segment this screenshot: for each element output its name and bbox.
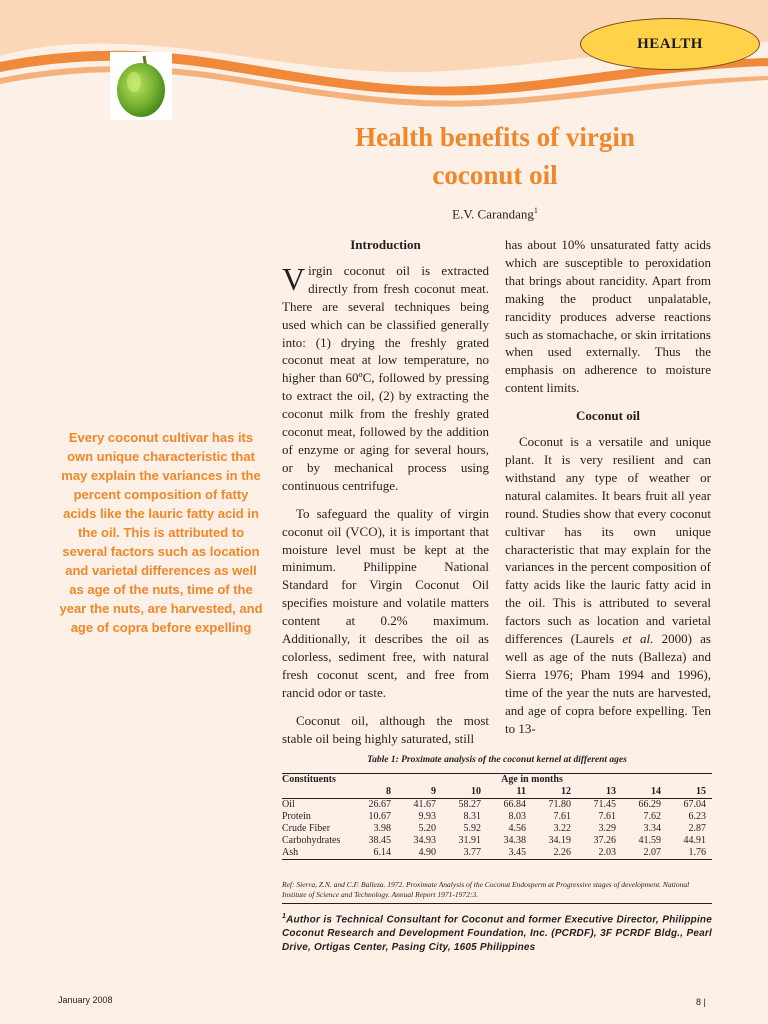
title-line-1: Health benefits of virgin xyxy=(355,122,635,152)
table-row xyxy=(282,847,712,860)
coconut-oil-paragraph xyxy=(505,433,711,737)
age-col-header: 10 xyxy=(471,786,481,797)
table-cell: 37.26 xyxy=(593,835,616,846)
constituent-name: Carbohydrates xyxy=(282,835,341,846)
table-cell: 71.45 xyxy=(593,799,616,810)
table-cell: 38.45 xyxy=(368,835,391,846)
constituent-name: Oil xyxy=(282,799,295,810)
table-cell: 34.19 xyxy=(548,835,571,846)
intro-heading: Introduction xyxy=(350,237,421,252)
age-col-header: 13 xyxy=(606,786,616,797)
table-cell: 2.26 xyxy=(553,847,571,858)
table-cell: 3.77 xyxy=(463,847,481,858)
intro-paragraph-1-text: irgin coconut oil is extracted directly from fresh coconut meat. There are several techniques being used which can be classified generally into: (1) drying the freshly grated coconut meat at low temperature, no higher than 60ºC, followed by pressing to extract the oil, (2) by extracting the coconut milk from the freshly grated coconut meat, followed by the addition of enzyme or aging for several hours, or by mechanical process using continuous centrifuge. xyxy=(282,262,489,493)
title-line-2: coconut oil xyxy=(432,160,558,190)
drop-cap: V xyxy=(282,260,306,297)
table-cell: 8.03 xyxy=(508,811,526,822)
footnote-text: Author is Technical Consultant for Coconut and former Executive Director, Philippine Coconut Research and Development Foundation, Inc. (PCRDF), 3F PCRDF Bldg., Pearl Drive, Ortigas Center, Pasing City, 1605 Philippines xyxy=(282,914,712,954)
constituent-name: Protein xyxy=(282,811,311,822)
pull-quote: Every coconut cultivar has its own unique characteristic that may explain the variances in the percent composition of fatty acids like the lauric fatty acid in the oil. This is attributed to several factors such as location and varietal differences as well as age of the nuts, time of the year the nuts, are harvested, and age of copra before expelling xyxy=(59,430,263,635)
table-cell: 9.93 xyxy=(418,811,436,822)
author-line xyxy=(300,206,690,222)
table-cell: 41.59 xyxy=(638,835,661,846)
table-cell: 3.98 xyxy=(373,823,391,834)
table-row xyxy=(282,823,712,835)
author-name: E.V. Carandang xyxy=(452,206,534,222)
table-cell: 58.27 xyxy=(458,799,481,810)
table-cell: 3.22 xyxy=(553,823,571,834)
age-col-header: 9 xyxy=(431,786,436,797)
table-row xyxy=(282,799,712,812)
table-cell: 7.61 xyxy=(553,811,571,822)
table-cell: 4.56 xyxy=(508,823,526,834)
coconut-text-b: 2000) as well as age of the nuts (Balleza) and Sierra 1976; Pham 1994 and 1996), time of the year the nuts are harvested, and age of copra before expelling. Ten to 13- xyxy=(505,631,711,736)
coconut-image xyxy=(110,52,172,120)
table-cell: 10.67 xyxy=(368,811,391,822)
column-2 xyxy=(505,236,711,737)
table-cell: 66.84 xyxy=(503,799,526,810)
table-cell: 2.87 xyxy=(688,823,706,834)
table-cell: 3.45 xyxy=(508,847,526,858)
table-cell: 31.91 xyxy=(458,835,481,846)
table-row xyxy=(282,811,712,823)
table-cell: 67.04 xyxy=(683,799,706,810)
issue-date: January 2008 xyxy=(58,995,113,1005)
section-badge: HEALTH xyxy=(580,18,760,70)
table-reference: Ref: Sierra, Z.N. and C.F. Balleza. 1972. Proximate Analysis of the Coconut Endosperm at Progressive stages of development. National Institute of Science and Technology. Annual Report 1971-1972:3. xyxy=(282,880,690,899)
coconut-oil-heading: Coconut oil xyxy=(576,408,640,424)
constituents-header: Constituents xyxy=(282,774,336,785)
table-cell: 5.20 xyxy=(418,823,436,834)
table-cell: 8.31 xyxy=(463,811,481,822)
table-cell: 71.80 xyxy=(548,799,571,810)
table-cell: 7.62 xyxy=(643,811,661,822)
age-col-header: 14 xyxy=(651,786,661,797)
table-cell: 5.92 xyxy=(463,823,481,834)
age-row xyxy=(282,786,712,799)
table-cell: 34.93 xyxy=(413,835,436,846)
table-cell: 3.29 xyxy=(598,823,616,834)
constituent-name: Ash xyxy=(282,847,299,858)
table-cell: 41.67 xyxy=(413,799,436,810)
page-number: 8 | xyxy=(696,997,706,1007)
coconut-icon xyxy=(110,52,172,120)
age-col-header: 8 xyxy=(386,786,391,797)
author-footnote-mark: 1 xyxy=(533,206,538,215)
footnote-rule xyxy=(282,903,712,904)
table-cell: 3.34 xyxy=(643,823,661,834)
intro-paragraph-3: Coconut oil, although the most stable oil being highly saturated, still xyxy=(282,712,489,746)
table-row xyxy=(282,835,712,847)
age-col-header: 15 xyxy=(696,786,706,797)
column-1 xyxy=(282,236,489,747)
table-caption: Table 1: Proximate analysis of the coconut kernel at different ages xyxy=(367,755,627,765)
et-al: et al. xyxy=(622,631,654,647)
col2-paragraph-1: has about 10% unsaturated fatty acids which are susceptible to peroxidation that brings about rancidity. Apart from making the product unpalatable, rancidity produces adverse reactions such as stomachache, or skin irritations when used externally. Thus the emphasis on adherence to moisture content limits. xyxy=(505,237,711,396)
footnote-mark: 1 xyxy=(282,913,287,920)
table-cell: 44.91 xyxy=(683,835,706,846)
intro-paragraph-2: To safeguard the quality of virgin coconut oil (VCO), it is important that moisture level must be kept at the minimum. Philippine National Standard for Virgin Coconut Oil specifies moisture and volatile matters content at 0.2% maximum. Additionally, it describes the oil as colorless, sediment free, with natural fresh coconut scent, and free from rancid odor or taste. xyxy=(282,505,489,700)
table-cell: 66.29 xyxy=(638,799,661,810)
proximate-analysis-table xyxy=(282,773,712,860)
table-cell: 4.90 xyxy=(418,847,436,858)
age-header: Age in months xyxy=(501,774,563,785)
table-cell: 6.14 xyxy=(373,847,391,858)
table-cell: 2.07 xyxy=(643,847,661,858)
table-cell: 34.38 xyxy=(503,835,526,846)
table-cell: 6.23 xyxy=(688,811,706,822)
table-cell: 1.76 xyxy=(688,847,706,858)
table-cell: 7.61 xyxy=(598,811,616,822)
intro-paragraph-1 xyxy=(282,262,489,495)
table-cell: 2.03 xyxy=(598,847,616,858)
age-col-header: 12 xyxy=(561,786,571,797)
coconut-text-a: Coconut is a versatile and unique plant. It is very resilient and can withstand any type of weather or natural calamites. It bears fruit all year round. Studies show that every coconut cultivar has its own unique characteristic that may explain for the variances in the percent composition of fatty acids like the lauric fatty acid in the oil. This is attributed to several factors such as location and varietal differences (Laurels xyxy=(505,434,711,647)
article-title xyxy=(300,118,690,194)
table-body xyxy=(282,799,712,860)
age-col-header: 11 xyxy=(516,786,526,797)
author-footnote xyxy=(282,910,712,955)
constituent-name: Crude Fiber xyxy=(282,823,331,834)
table-cell: 26.67 xyxy=(368,799,391,810)
